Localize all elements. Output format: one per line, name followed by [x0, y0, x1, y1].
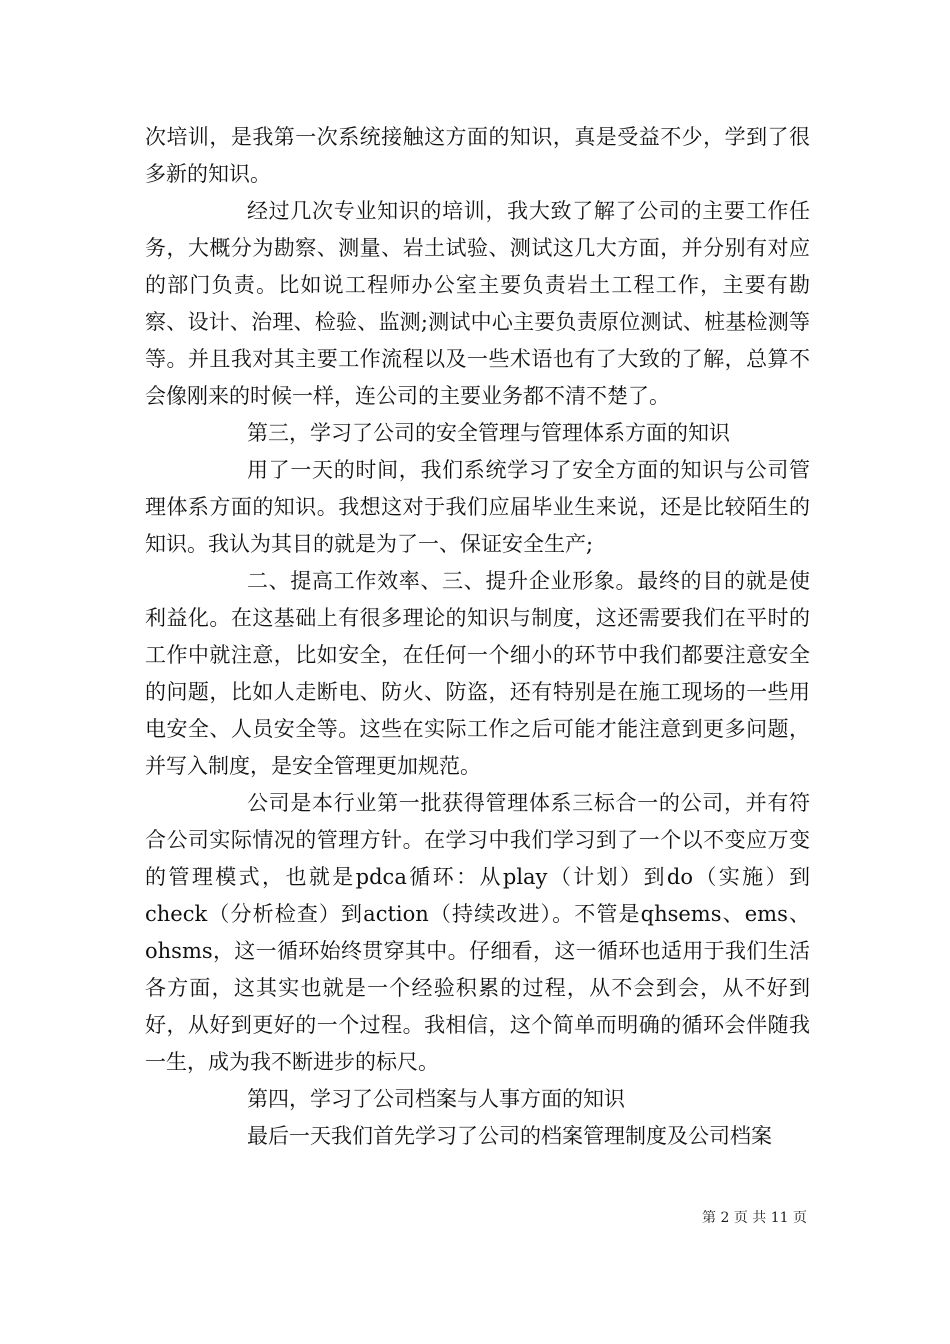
section-heading-4: 第四，学习了公司档案与人事方面的知识 [247, 1087, 625, 1111]
paragraph-8: 最后一天我们首先学习了公司的档案管理制度及公司档案 [247, 1124, 772, 1148]
page-number-footer: 第 2 页 共 11 页 [702, 1210, 807, 1226]
paragraph-6: 公司是本行业第一批获得管理体系三标合一的公司，并有符合公司实际情况的管理方针。在学习中我们学习到了一个以不变应万变的管理模式，也就是pdca循环：从play（计划）到do（实施）到check（分析检查）到action（持续改进）。不管是qhsems、ems、ohsms，这一循环始终贯穿其中。仔细看，这一循环也适用于我们生活各方面，这其实也就是一个经验积累的过程，从不会到会，从不好到好，从好到更好的一个过程。我相信，这个简单而明确的循环会伴随我一生，成为我不断进步的标尺。 [145, 791, 810, 1074]
paragraph-4: 用了一天的时间，我们系统学习了安全方面的知识与公司管理体系方面的知识。我想这对于我们应届毕业生来说，还是比较陌生的知识。我认为其目的就是为了一、保证安全生产; [145, 458, 810, 556]
paragraph-2: 经过几次专业知识的培训，我大致了解了公司的主要工作任务，大概分为勘察、测量、岩土试验、测试这几大方面，并分别有对应的部门负责。比如说工程师办公室主要负责岩土工程工作，主要有勘察、设计、治理、检验、监测;测试中心主要负责原位测试、桩基检测等等。并且我对其主要工作流程以及一些术语也有了大致的了解，总算不会像刚来的时候一样，连公司的主要业务都不清不楚了。 [145, 199, 810, 408]
section-heading-3: 第三，学习了公司的安全管理与管理体系方面的知识 [247, 421, 730, 445]
paragraph-5: 二、提高工作效率、三、提升企业形象。最终的目的就是使利益化。在这基础上有很多理论的知识与制度，这还需要我们在平时的工作中就注意，比如安全，在任何一个细小的环节中我们都要注意安全的问题，比如人走断电、防火、防盗，还有特别是在施工现场的一些用电安全、人员安全等。这些在实际工作之后可能才能注意到更多问题，并写入制度，是安全管理更加规范。 [145, 569, 810, 778]
document-body [145, 119, 810, 1155]
paragraph-1: 次培训，是我第一次系统接触这方面的知识，真是受益不少，学到了很多新的知识。 [145, 125, 810, 186]
